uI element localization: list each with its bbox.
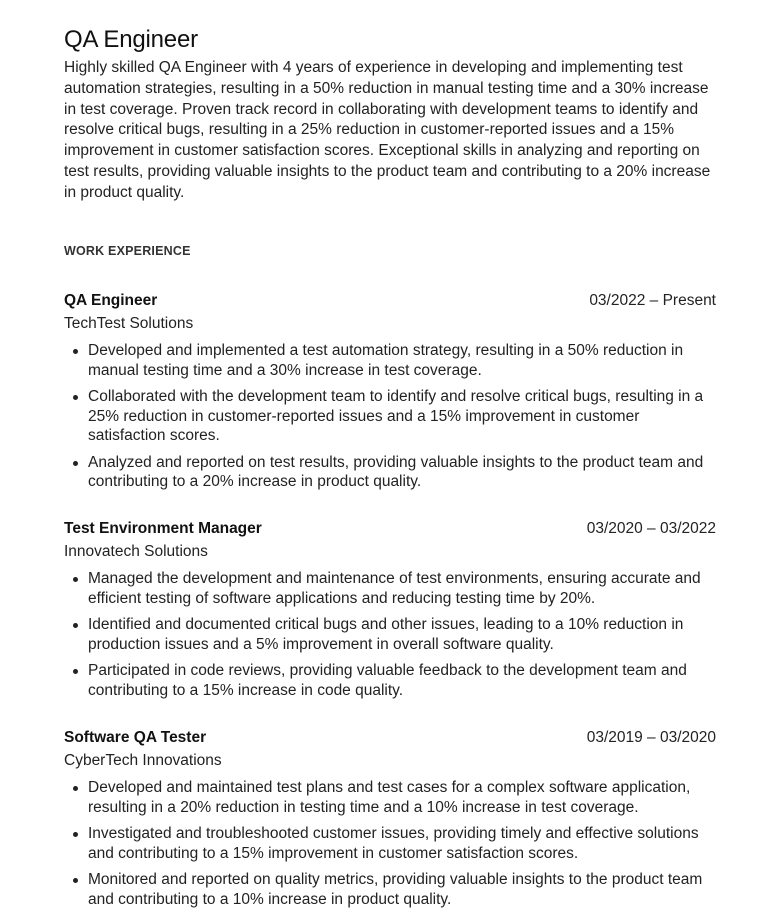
job-bullets xyxy=(64,569,716,700)
job-entry xyxy=(64,729,716,916)
job-bullet: Developed and maintained test plans and test cases for a complex software application, resulting in a 20% reduction in testing time and a 10% increase in test coverage. xyxy=(64,778,716,817)
job-company: TechTest Solutions xyxy=(64,315,194,332)
job-header xyxy=(64,520,716,542)
job-bullets xyxy=(64,778,716,909)
job-header xyxy=(64,729,716,751)
job-dates: 03/2020 – 03/2022 xyxy=(586,520,716,537)
work-experience-heading: WORK EXPERIENCE xyxy=(64,244,191,258)
summary-paragraph: Highly skilled QA Engineer with 4 years of experience in developing and implementing test automation strategies, resulting in a 50% reduction in manual testing time and a 30% increase in test coverage. Proven track record in collaborating with development teams to identify and resolve critical bugs, resulting in a 25% reduction in customer-reported issues and a 15% improvement in customer satisfaction scores. Exceptional skills in analyzing and reporting on test results, providing valuable insights to the product team and contributing to a 20% increase in product quality. xyxy=(64,59,711,201)
job-bullet: Developed and implemented a test automation strategy, resulting in a 50% reduction in manual testing time and a 30% increase in test coverage. xyxy=(64,341,716,380)
job-company: CyberTech Innovations xyxy=(64,752,222,769)
job-bullets xyxy=(64,341,716,492)
job-title: QA Engineer xyxy=(64,292,158,309)
job-company: Innovatech Solutions xyxy=(64,543,208,560)
job-bullet: Participated in code reviews, providing valuable feedback to the development team and contributing to a 15% increase in code quality. xyxy=(64,661,716,700)
job-bullet: Investigated and troubleshooted customer issues, providing timely and effective solutions and contributing to a 15% improvement in customer satisfaction scores. xyxy=(64,824,716,863)
job-bullet: Monitored and reported on quality metrics, providing valuable insights to the product team and contributing to a 10% increase in product quality. xyxy=(64,870,716,909)
job-dates: 03/2022 – Present xyxy=(589,292,716,309)
job-header xyxy=(64,292,716,314)
job-entry xyxy=(64,292,716,499)
job-bullet: Analyzed and reported on test results, providing valuable insights to the product team and contributing to a 20% increase in product quality. xyxy=(64,453,716,492)
job-entry xyxy=(64,520,716,707)
job-dates: 03/2019 – 03/2020 xyxy=(586,729,716,746)
job-title: Software QA Tester xyxy=(64,729,207,746)
job-bullet: Managed the development and maintenance of test environments, ensuring accurate and efficient testing of software applications and reducing testing time by 20%. xyxy=(64,569,716,608)
resume-name: QA Engineer xyxy=(64,26,198,53)
job-bullet: Identified and documented critical bugs and other issues, leading to a 10% reduction in production issues and a 5% improvement in overall software quality. xyxy=(64,615,716,654)
job-bullet: Collaborated with the development team to identify and resolve critical bugs, resulting in a 25% reduction in customer-reported issues and a 15% improvement in customer satisfaction scores. xyxy=(64,387,716,446)
job-title: Test Environment Manager xyxy=(64,520,262,537)
